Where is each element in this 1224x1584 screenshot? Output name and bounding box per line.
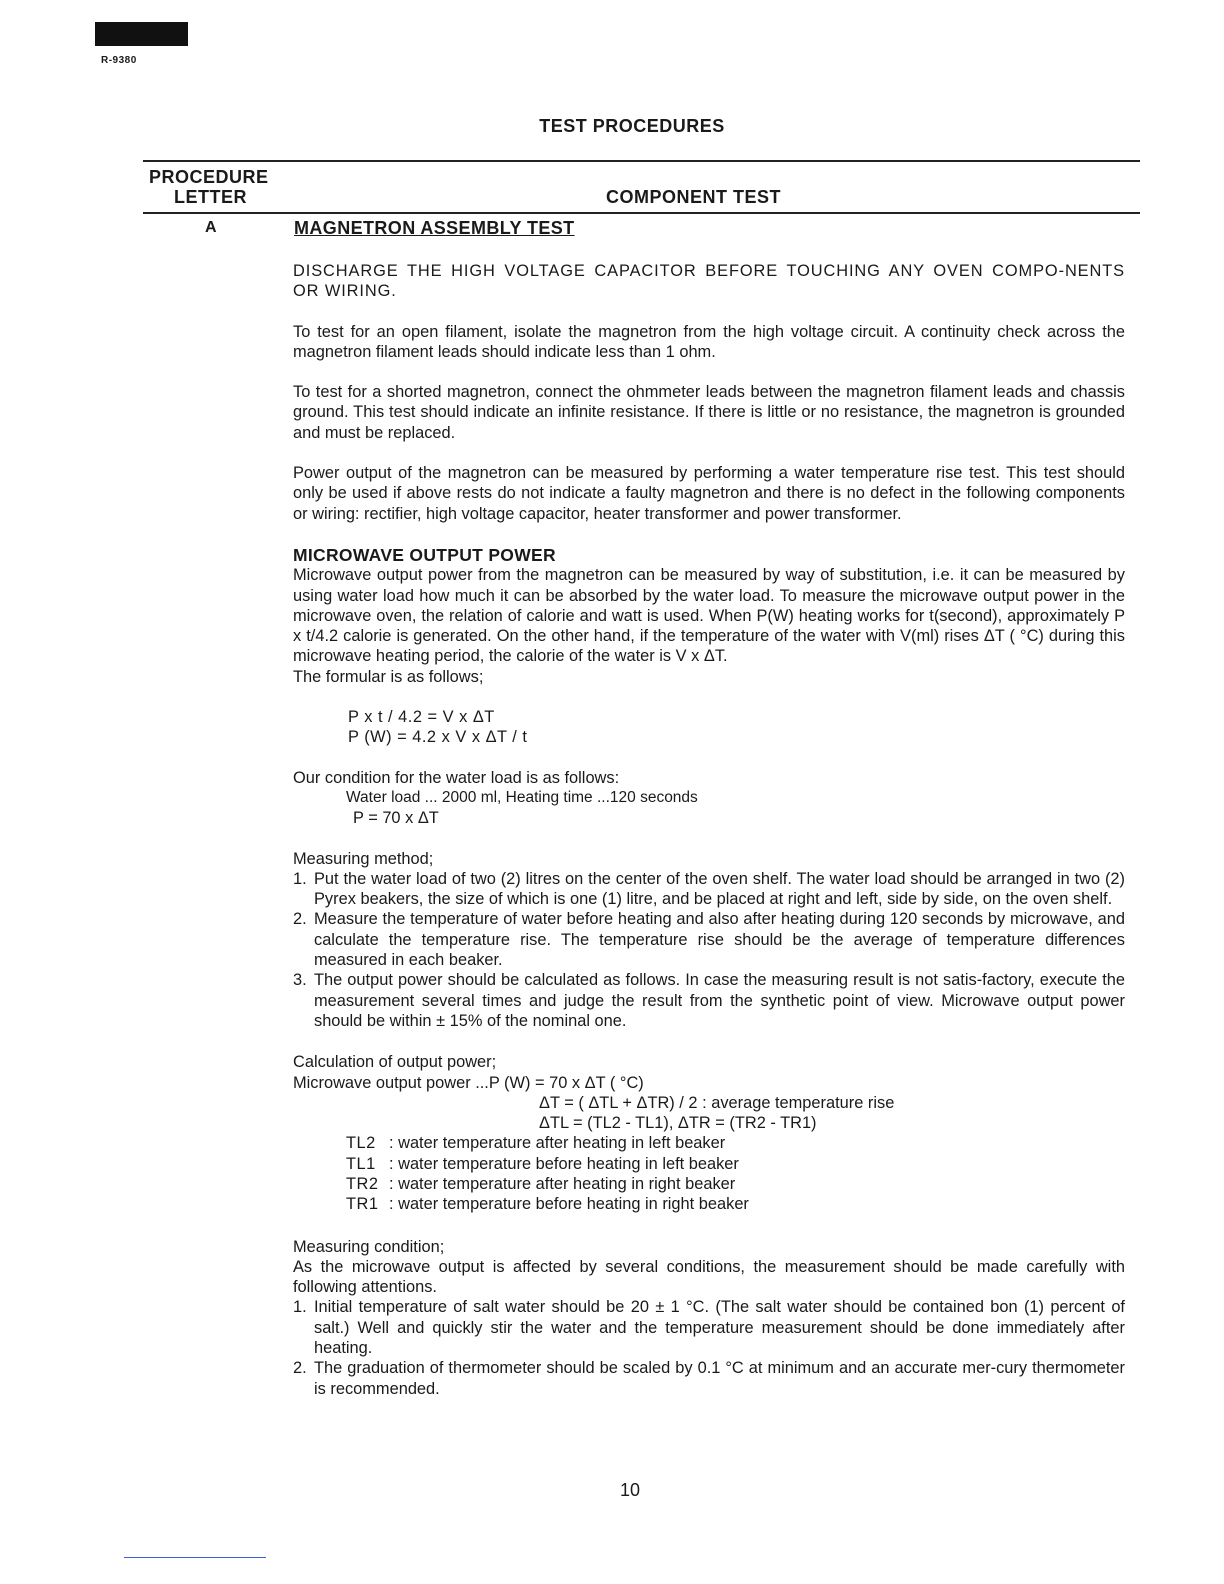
section-title: MAGNETRON ASSEMBLY TEST [294, 218, 575, 238]
header-black-tab [95, 22, 188, 46]
condition-intro: Our condition for the water load is as follows: [293, 768, 620, 787]
procedure-letter: A [205, 219, 217, 236]
definition-row: TL2 : water temperature after heating in left beaker [346, 1134, 726, 1153]
formula-line-1: P x t / 4.2 = V x ΔT [348, 708, 495, 727]
power-output-paragraph: Power output of the magnetron can be measured by performing a water temperature rise test. This test should only be used if above rests do not indicate a faulty magnetron and there is no defect in the following components or wiring: rectifier, high voltage capacitor, heater transformer and power transformer. [293, 464, 1125, 523]
calculation-line-1: Microwave output power ...P (W) = 70 x ΔT ( °C) [293, 1073, 644, 1092]
list-item: 2. The graduation of thermometer should be scaled by 0.1 °C at minimum and an accurate mer-cury thermometer is recommended. [293, 1359, 1125, 1398]
microwave-output-intro: Microwave output power from the magnetron can be measured by way of substitution, i.e. it can be measured by using water load how much it can be absorbed by the water load. To measure the microwave output power in the microwave oven, the relation of calorie and watt is used. When P(W) heating works for t(second), approximately P x t/4.2 calorie is generated. On the other hand, if the temperature of the water with V(ml) rises ΔT ( °C) during this microwave heating period, the calorie of the water is V x ΔT. [293, 566, 1125, 666]
measuring-condition-heading: Measuring condition; [293, 1237, 445, 1256]
definition-row: TR2 : water temperature after heating in right beaker [346, 1174, 736, 1193]
page-number: 10 [619, 1480, 641, 1500]
list-item: 3. The output power should be calculated as follows. In case the measuring result is not satis-factory, execute the measurement several times and judge the result from the synthetic point of view. Microwave output power should be within ± 15% of the nominal one. [293, 971, 1125, 1030]
list-item: 2. Measure the temperature of water before heating and also after heating during 120 seconds by microwave, and calculate the temperature rise. The temperature rise should be the average of temperature differences measured in each beaker. [293, 910, 1125, 970]
component-test-header: COMPONENT TEST [606, 187, 782, 207]
calculation-line-3: ΔTL = (TL2 - TL1), ΔTR = (TR2 - TR1) [539, 1114, 817, 1133]
definition-row: TR1 : water temperature before heating in right beaker [346, 1195, 749, 1214]
warning-text: DISCHARGE THE HIGH VOLTAGE CAPACITOR BEFORE TOUCHING ANY OVEN COMPO-NENTS OR WIRING. [293, 262, 1125, 301]
calculation-heading: Calculation of output power; [293, 1053, 497, 1072]
list-item: 1. Put the water load of two (2) litres on the center of the oven shelf. The water load should be arranged in two (2) Pyrex beakers, the size of which is one (1) litre, and be placed at right and left, side by side, on the oven shelf. [293, 869, 1125, 909]
measuring-condition-intro: As the microwave output is affected by several conditions, the measurement should be made carefully with following attentions. [293, 1257, 1125, 1297]
condition-line-2: P = 70 x ΔT [353, 809, 439, 828]
condition-line-1: Water load ... 2000 ml, Heating time ...120 seconds [346, 788, 698, 806]
formular-intro: The formular is as follows; [293, 667, 484, 686]
open-filament-paragraph: To test for an open filament, isolate the magnetron from the high voltage circuit. A continuity check across the magnetron filament leads should indicate less than 1 ohm. [293, 322, 1125, 361]
top-rule [143, 160, 1140, 162]
procedure-header-line-1: PROCEDURE [149, 167, 269, 187]
procedure-header-line-2: LETTER [174, 187, 247, 207]
model-number: R-9380 [101, 55, 137, 66]
measuring-method-list [293, 869, 1125, 1031]
definition-row: TL1 : water temperature before heating in left beaker [346, 1154, 739, 1173]
header-bottom-rule [143, 212, 1140, 214]
procedure-body [293, 261, 1125, 1399]
measuring-condition-list [293, 1297, 1125, 1398]
formula-line-2: P (W) = 4.2 x V x ΔT / t [348, 728, 528, 747]
page-title: TEST PROCEDURES [539, 116, 725, 136]
list-item: 1. Initial temperature of salt water should be 20 ± 1 °C. (The salt water should be contained bon (1) percent of salt.) Well and quickly stir the water and the temperature measurement should be done immediately after heating. [293, 1298, 1125, 1358]
measuring-method-heading: Measuring method; [293, 849, 434, 868]
shorted-magnetron-paragraph: To test for a shorted magnetron, connect the ohmmeter leads between the magnetron filament leads and chassis ground. This test should indicate an infinite resistance. If there is little or no resistance, the magnetron is grounded and must be replaced. [293, 383, 1125, 442]
calculation-line-2: ΔT = ( ΔTL + ΔTR) / 2 : average temperature rise [539, 1093, 895, 1112]
footer-link-line [124, 1557, 266, 1558]
microwave-output-heading: MICROWAVE OUTPUT POWER [293, 544, 556, 565]
